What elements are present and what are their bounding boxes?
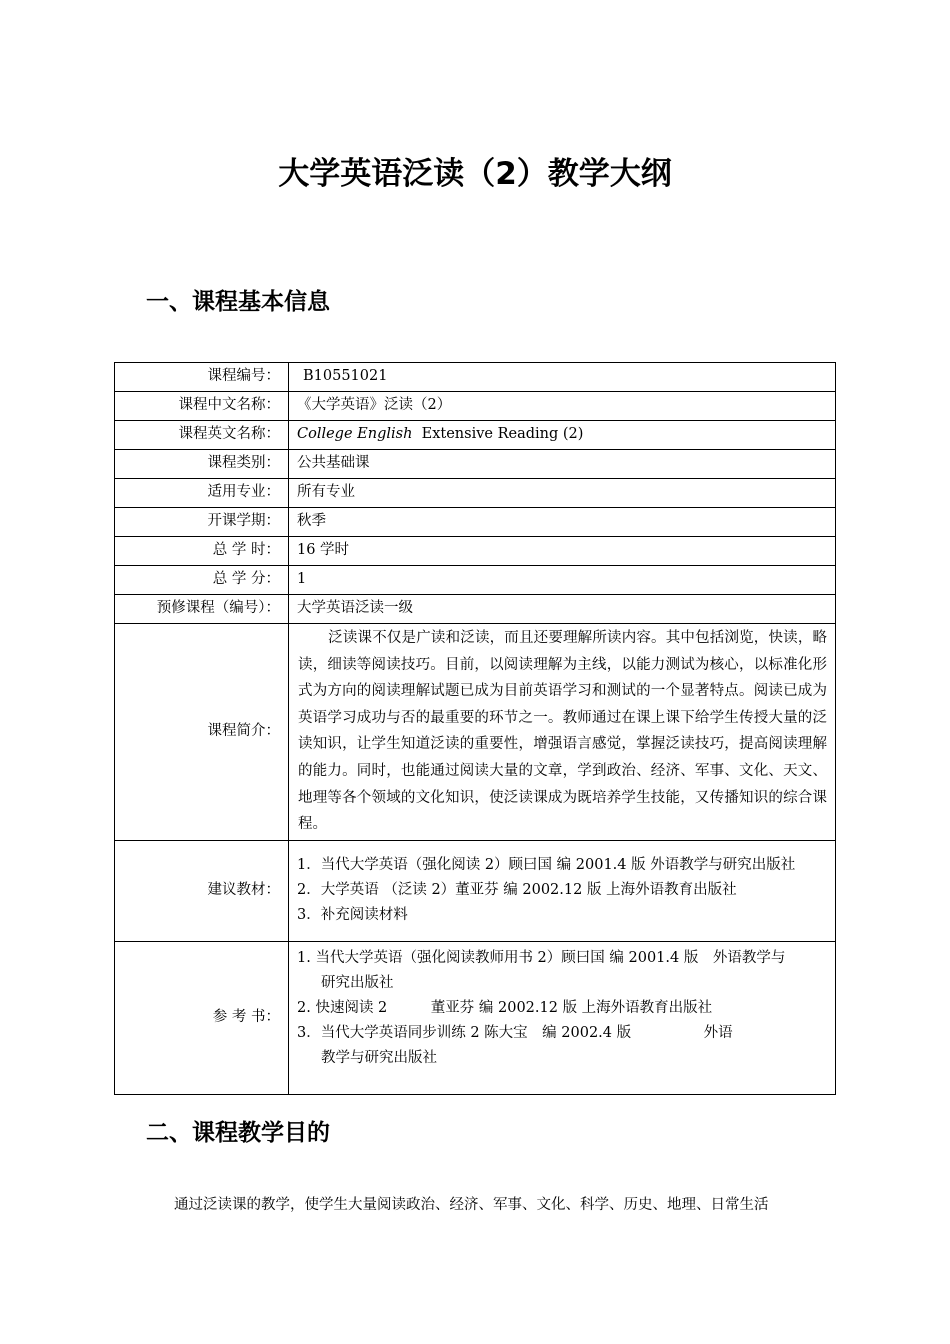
row-major [115, 479, 836, 508]
course-info-table [114, 362, 836, 1095]
summary-label: 课程简介： [115, 624, 289, 841]
row-textbooks [115, 840, 836, 941]
term-value: 秋季 [289, 508, 836, 537]
row-references [115, 941, 836, 1094]
row-category [115, 450, 836, 479]
course-code-label: 课程编号： [115, 363, 289, 392]
en-name-rest: Extensive Reading (2) [421, 426, 584, 443]
row-hours [115, 537, 836, 566]
row-course-code [115, 363, 836, 392]
hours-label: 总 学 时： [115, 537, 289, 566]
row-summary [115, 624, 836, 841]
credits-label: 总 学 分： [115, 566, 289, 595]
cn-name-value: 《大学英语》泛读（2） [289, 392, 836, 421]
hours-value: 16 学时 [289, 537, 836, 566]
major-value: 所有专业 [289, 479, 836, 508]
row-cn-name [115, 392, 836, 421]
category-value: 公共基础课 [289, 450, 836, 479]
reference-label: 参 考 书： [115, 941, 289, 1094]
reference-item: 1. 当代大学英语（强化阅读教师用书 2）顾曰国 编 2001.4 版 外语教学与 [297, 949, 786, 966]
reference-item-continued: 研究出版社 [321, 974, 394, 991]
textbook-item: 2．大学英语 （泛读 2）董亚芬 编 2002.12 版 上海外语教育出版社 [297, 882, 737, 899]
cn-name-label: 课程中文名称： [115, 392, 289, 421]
course-code-value: B10551021 [289, 363, 836, 392]
row-credits [115, 566, 836, 595]
term-label: 开课学期： [115, 508, 289, 537]
prereq-value: 大学英语泛读一级 [289, 595, 836, 624]
summary-cell [289, 624, 836, 841]
textbook-list [289, 840, 836, 941]
major-label: 适用专业： [115, 479, 289, 508]
reference-item: 2. 快速阅读 2 董亚芬 编 2002.12 版 上海外语教育出版社 [297, 999, 713, 1016]
section-heading-teaching-goal: 二、课程教学目的 [146, 1120, 330, 1146]
summary-text: 泛读课不仅是广读和泛读，而且还要理解所读内容。其中包括浏览，快读，略读，细读等阅读技巧。目前，以阅读理解为主线，以能力测试为核心，以标准化形式为方向的阅读理解试题已成为目前英语学习和测试的一个显著特点。阅读已成为英语学习成功与否的最重要的环节之一。教师通过在课上课下给学生传授大量的泛读知识，让学生知道泛读的重要性，增强语言感觉，掌握泛读技巧，提高阅读理解的能力。同时，也能通过阅读大量的文章，学到政治、经济、军事、文化、天文、地理等各个领域的文化知识，使泛读课成为既培养学生技能，又传播知识的综合课程。 [298, 630, 827, 833]
en-name-italic: College English [297, 426, 413, 443]
textbook-item: 1．当代大学英语（强化阅读 2）顾曰国 编 2001.4 版 外语教学与研究出版社 [297, 857, 796, 874]
category-label: 课程类别： [115, 450, 289, 479]
teaching-goal-text: 通过泛读课的教学，使学生大量阅读政治、经济、军事、文化、科学、历史、地理、日常生活 [174, 1197, 769, 1213]
row-prereq [115, 595, 836, 624]
section-heading-basic-info: 一、课程基本信息 [146, 289, 330, 315]
en-name-label: 课程英文名称： [115, 421, 289, 450]
credits-value: 1 [289, 566, 836, 595]
reference-item-continued: 教学与研究出版社 [321, 1049, 437, 1066]
prereq-label: 预修课程（编号）： [115, 595, 289, 624]
row-term [115, 508, 836, 537]
row-en-name [115, 421, 836, 450]
textbook-item: 3．补充阅读材料 [297, 907, 408, 924]
en-name-value [289, 421, 836, 450]
document-title: 大学英语泛读（2）教学大纲 [278, 156, 672, 192]
reference-list [289, 941, 836, 1094]
textbook-label: 建议教材： [115, 840, 289, 941]
reference-item: 3．当代大学英语同步训练 2 陈大宝 编 2002.4 版 外语 [297, 1024, 733, 1041]
